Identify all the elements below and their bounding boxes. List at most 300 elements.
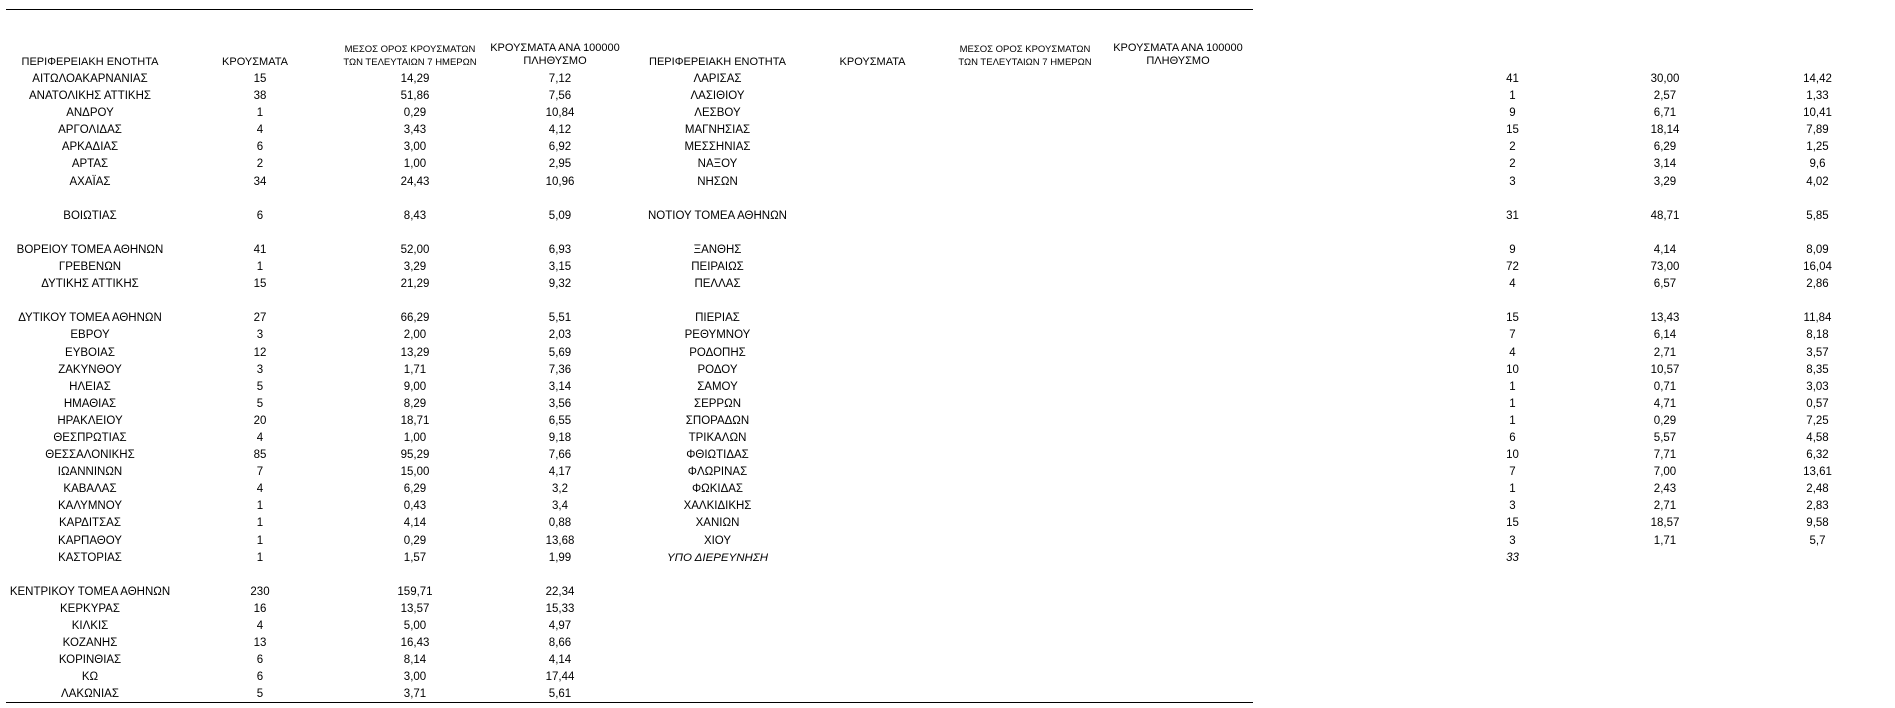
row-spacer [640, 225, 1255, 242]
header-per100k-right-line1: ΚΡΟΥΣΜΑΤΑ ΑΝΑ 100000 [1113, 42, 1243, 54]
per100k-cell: 3,2 [552, 483, 568, 496]
table-row [640, 310, 1832, 327]
avg-cell: 13,43 [1650, 312, 1680, 325]
per100k-cell: 5,09 [548, 209, 572, 222]
cases-cell: 15 [253, 73, 267, 85]
per100k-cell: 4,14 [548, 654, 572, 667]
header-avg-right-line2: ΤΩΝ ΤΕΛΕΥΤΑΙΩΝ 7 ΗΜΕΡΩΝ [958, 57, 1092, 68]
avg-cell: 9,00 [403, 380, 427, 393]
cases-cell: 1 [1509, 90, 1516, 103]
cases-cell: 6 [256, 671, 264, 684]
region-cell: ΑΧΑΪΑΣ [69, 175, 111, 188]
under-investigation-label: ΥΠΟ ΔΙΕΡΕΥΝΗΣΗ [666, 551, 769, 564]
per100k-cell: 9,18 [548, 431, 572, 444]
per100k-cell: 3,03 [1806, 380, 1829, 393]
per100k-cell: 7,89 [1806, 124, 1829, 137]
per100k-cell: 8,35 [1806, 363, 1829, 376]
per100k-cell: 8,09 [1806, 243, 1829, 256]
header-per100k-left-line1: ΚΡΟΥΣΜΑΤΑ ΑΝΑ 100000 [490, 42, 620, 54]
avg-cell: 14,29 [400, 73, 430, 85]
cases-cell: 3 [256, 329, 264, 342]
table-row [640, 259, 1832, 276]
cases-cell: 6 [256, 209, 264, 222]
avg-cell: 4,14 [1653, 243, 1677, 256]
cases-cell: 6 [256, 654, 264, 667]
cases-cell: 1 [256, 551, 264, 564]
per100k-cell: 14,42 [1803, 73, 1832, 85]
avg-cell: 8,29 [403, 397, 427, 410]
table-row [640, 498, 1829, 515]
per100k-cell: 10,96 [545, 175, 575, 188]
avg-cell: 1,71 [1653, 534, 1677, 547]
region-cell: ΗΜΑΘΙΑΣ [63, 397, 117, 410]
cases-cell: 85 [253, 449, 267, 462]
avg-cell: 3,71 [403, 688, 427, 701]
region-cell: ΡΕΘΥΜΝΟΥ [684, 329, 751, 342]
avg-cell: 4,14 [403, 517, 427, 530]
cases-cell: 7 [1509, 466, 1516, 479]
region-cell: ΚΑΛΥΜΝΟΥ [58, 500, 122, 513]
per100k-cell: 3,14 [548, 380, 572, 393]
cases-cell: 4 [1509, 278, 1516, 291]
avg-cell: 4,71 [1653, 397, 1677, 410]
header-avg-right-line1: ΜΕΣΟΣ ΟΡΟΣ ΚΡΟΥΣΜΑΤΩΝ [959, 44, 1091, 55]
per100k-cell: 7,66 [548, 449, 572, 462]
table-row [5, 515, 640, 532]
per100k-cell: 0,57 [1806, 397, 1829, 410]
avg-cell: 3,29 [1653, 175, 1677, 188]
region-cell: ΚΕΝΤΡΙΚΟΥ ΤΟΜΕΑ ΑΘΗΝΩΝ [9, 585, 171, 598]
cases-cell: 4 [256, 431, 264, 444]
cases-cell: 230 [250, 585, 270, 598]
per100k-cell: 2,86 [1806, 278, 1829, 291]
cases-cell: 5 [256, 688, 264, 701]
per100k-cell: 15,33 [545, 602, 575, 615]
cases-cell: 12 [253, 346, 267, 359]
table-row [5, 345, 640, 362]
per100k-cell: 17,44 [545, 671, 575, 684]
cases-cell: 1 [1509, 380, 1516, 393]
region-cell: ΑΡΓΟΛΙΔΑΣ [58, 124, 122, 137]
region-cell: ΚΑΒΑΛΑΣ [63, 483, 117, 496]
table-row [5, 242, 640, 259]
per100k-cell: 2,83 [1806, 500, 1829, 513]
table-row [5, 481, 640, 498]
per100k-cell: 6,93 [548, 243, 572, 256]
avg-cell: 1,57 [403, 551, 427, 564]
table-row [5, 362, 640, 379]
per100k-cell: 3,56 [548, 397, 572, 410]
table-row [5, 618, 640, 635]
avg-cell: 0,71 [1653, 380, 1677, 393]
avg-cell: 5,00 [403, 620, 427, 632]
table-row [5, 276, 640, 293]
region-cell: ΚΑΡΔΙΤΣΑΣ [59, 517, 121, 530]
avg-cell: 51,86 [400, 90, 430, 103]
cases-cell: 34 [253, 175, 267, 188]
avg-cell: 3,29 [403, 261, 427, 274]
per100k-cell: 4,58 [1806, 431, 1829, 444]
cases-cell: 3 [1509, 534, 1516, 547]
avg-cell: 0,29 [1653, 414, 1677, 427]
region-cell: ΒΟΙΩΤΙΑΣ [63, 209, 117, 222]
right-table [640, 71, 1832, 567]
region-cell: ΧΑΛΚΙΔΙΚΗΣ [683, 500, 752, 513]
avg-cell: 10,57 [1650, 363, 1680, 376]
per100k-cell: 3,4 [552, 500, 568, 513]
cases-cell: 15 [253, 278, 267, 291]
table-row [5, 550, 640, 567]
table-row [640, 345, 1829, 362]
per100k-cell: 5,69 [548, 346, 572, 359]
left-table [5, 71, 640, 703]
region-cell: ΝΟΤΙΟΥ ΤΟΜΕΑ ΑΘΗΝΩΝ [648, 209, 787, 222]
region-cell: ΠΕΙΡΑΙΩΣ [691, 261, 744, 274]
header-avg-right [945, 43, 1105, 69]
cases-cell: 15 [1506, 517, 1519, 530]
region-cell: ΚΩ [81, 671, 99, 684]
avg-cell: 1,71 [403, 363, 427, 376]
table-row [640, 208, 1829, 225]
table-row [640, 464, 1832, 481]
bottom-rule [6, 702, 1253, 703]
avg-cell: 48,71 [1650, 209, 1680, 222]
per100k-cell: 10,84 [545, 107, 575, 120]
region-cell: ΠΕΛΛΑΣ [694, 278, 741, 291]
header-per100k-left-line2: ΠΛΗΘΥΣΜΟ [523, 55, 587, 67]
table-row [5, 208, 640, 225]
cases-cell: 16 [253, 602, 267, 615]
cases-cell: 13 [253, 637, 267, 650]
table-row [640, 139, 1829, 156]
region-cell: ΚΕΡΚΥΡΑΣ [60, 602, 120, 615]
region-cell: ΑΝΑΤΟΛΙΚΗΣ ΑΤΤΙΚΗΣ [28, 90, 151, 103]
cases-cell: 41 [253, 243, 267, 256]
per100k-cell: 4,17 [548, 466, 572, 479]
row-spacer [640, 293, 1255, 310]
region-cell: ΚΑΡΠΑΘΟΥ [58, 534, 122, 547]
region-cell: ΡΟΔΟΥ [697, 363, 738, 376]
table-row [640, 362, 1829, 379]
avg-cell: 159,71 [397, 585, 433, 598]
cases-cell: 2 [1509, 141, 1516, 154]
row-spacer [5, 191, 640, 208]
per100k-cell: 13,68 [545, 534, 575, 547]
cases-cell: 10 [1506, 363, 1519, 376]
cases-cell: 1 [256, 534, 264, 547]
cases-cell: 7 [256, 466, 264, 479]
avg-cell: 24,43 [400, 175, 430, 188]
table-row [5, 174, 640, 191]
avg-cell: 2,71 [1653, 346, 1677, 359]
table-row [640, 156, 1826, 173]
region-cell: ΛΑΣΙΘΙΟΥ [690, 90, 745, 103]
cases-cell: 6 [1509, 431, 1516, 444]
per100k-cell: 2,95 [548, 158, 572, 171]
cases-cell: 10 [1506, 449, 1519, 462]
region-cell: ΘΕΣΣΑΛΟΝΙΚΗΣ [45, 449, 135, 462]
header-per100k-right [1098, 42, 1258, 68]
cases-cell: 7 [1509, 329, 1516, 342]
cases-cell: 1 [256, 261, 264, 274]
header-avg-left-line2: ΤΩΝ ΤΕΛΕΥΤΑΙΩΝ 7 ΗΜΕΡΩΝ [343, 57, 477, 68]
table-row [640, 276, 1829, 293]
table-row [5, 88, 640, 105]
region-cell: ΡΟΔΟΠΗΣ [689, 346, 746, 359]
per100k-cell: 11,84 [1803, 312, 1832, 325]
header-avg-left-line1: ΜΕΣΟΣ ΟΡΟΣ ΚΡΟΥΣΜΑΤΩΝ [344, 44, 476, 55]
region-cell: ΖΑΚΥΝΘΟΥ [58, 363, 122, 376]
header-region-right: ΠΕΡΙΦΕΡΕΙΑΚΗ ΕΝΟΤΗΤΑ [649, 56, 786, 68]
avg-cell: 7,00 [1653, 466, 1677, 479]
avg-cell: 1,00 [403, 431, 427, 444]
per100k-cell: 16,04 [1803, 261, 1832, 274]
region-cell: ΝΑΞΟΥ [697, 158, 738, 171]
table-row [5, 464, 640, 481]
per100k-cell: 1,25 [1806, 141, 1829, 154]
cases-cell: 9 [1509, 243, 1516, 256]
region-cell: ΚΟΖΑΝΗΣ [62, 637, 118, 650]
cases-cell: 31 [1506, 209, 1519, 222]
per100k-cell: 9,32 [548, 278, 572, 291]
table-row [640, 88, 1829, 105]
region-cell: ΛΑΚΩΝΙΑΣ [61, 688, 119, 701]
region-cell: ΑΙΤΩΛΟΑΚΑΡΝΑΝΙΑΣ [32, 73, 148, 85]
table-row [5, 601, 640, 618]
cases-cell: 2 [1509, 158, 1516, 171]
header-cases-right: ΚΡΟΥΣΜΑΤΑ [839, 56, 906, 68]
avg-cell: 6,29 [403, 483, 427, 496]
avg-cell: 73,00 [1650, 261, 1680, 274]
cases-cell: 27 [253, 312, 267, 325]
table-row [5, 71, 640, 88]
table-row [640, 242, 1829, 259]
per100k-cell: 9,6 [1809, 158, 1826, 171]
region-cell: ΚΟΡΙΝΘΙΑΣ [58, 654, 122, 667]
table-row [5, 379, 640, 396]
avg-cell: 8,43 [403, 209, 427, 222]
table-row [640, 174, 1829, 191]
per100k-cell: 3,57 [1806, 346, 1829, 359]
table-row [5, 122, 640, 139]
per100k-cell: 7,12 [548, 73, 572, 85]
cases-cell: 1 [256, 107, 264, 120]
region-cell: ΞΑΝΘΗΣ [693, 243, 742, 256]
avg-cell: 13,57 [400, 602, 430, 615]
region-cell: ΛΕΣΒΟΥ [694, 107, 741, 120]
cases-cell: 20 [253, 414, 267, 427]
row-spacer [640, 191, 1255, 208]
table-row [5, 413, 640, 430]
per100k-cell: 6,55 [548, 414, 572, 427]
per100k-cell: 7,25 [1806, 414, 1829, 427]
table-row [5, 327, 640, 344]
avg-cell: 6,57 [1653, 278, 1677, 291]
region-cell: ΗΛΕΙΑΣ [69, 380, 111, 393]
cases-cell: 38 [253, 90, 267, 103]
region-cell: ΕΥΒΟΙΑΣ [65, 346, 115, 359]
table-row [5, 533, 640, 550]
cases-cell: 1 [1509, 483, 1516, 496]
table-row [640, 533, 1826, 550]
per100k-cell: 4,97 [548, 620, 572, 632]
table-row [5, 686, 640, 703]
avg-cell: 2,00 [403, 329, 427, 342]
avg-cell: 66,29 [400, 312, 430, 325]
avg-cell: 3,00 [403, 141, 427, 154]
avg-cell: 3,43 [403, 124, 427, 137]
per100k-cell: 9,58 [1806, 517, 1829, 530]
avg-cell: 2,57 [1653, 90, 1677, 103]
cases-cell: 4 [256, 483, 264, 496]
per100k-cell: 10,41 [1803, 107, 1832, 120]
region-cell: ΚΑΣΤΟΡΙΑΣ [58, 551, 122, 564]
header-per100k-right-line2: ΠΛΗΘΥΣΜΟ [1146, 55, 1210, 67]
table-row [5, 105, 640, 122]
cases-cell: 5 [256, 397, 264, 410]
row-spacer [5, 225, 640, 242]
under-investigation-row [640, 550, 1519, 567]
per100k-cell: 8,66 [548, 637, 572, 650]
avg-cell: 5,57 [1653, 431, 1677, 444]
table-row [640, 413, 1829, 430]
cases-cell: 15 [1506, 124, 1519, 137]
region-cell: ΔΥΤΙΚΟΥ ΤΟΜΕΑ ΑΘΗΝΩΝ [18, 312, 162, 325]
cases-cell: 1 [1509, 414, 1516, 427]
region-cell: ΠΙΕΡΙΑΣ [695, 312, 740, 325]
region-cell: ΛΑΡΙΣΑΣ [693, 73, 742, 85]
table-row [640, 379, 1829, 396]
avg-cell: 0,29 [403, 534, 427, 547]
avg-cell: 18,71 [400, 414, 430, 427]
per100k-cell: 13,61 [1803, 466, 1832, 479]
per100k-cell: 5,85 [1806, 209, 1829, 222]
table-row [5, 430, 640, 447]
cases-cell: 4 [256, 620, 264, 632]
table-row [640, 396, 1829, 413]
row-spacer [5, 293, 640, 310]
avg-cell: 8,14 [403, 654, 427, 667]
cases-cell: 3 [1509, 500, 1516, 513]
cases-cell: 1 [256, 517, 264, 530]
header-cases-left: ΚΡΟΥΣΜΑΤΑ [222, 56, 288, 68]
region-cell: ΓΡΕΒΕΝΩΝ [58, 261, 122, 274]
avg-cell: 3,14 [1653, 158, 1677, 171]
avg-cell: 30,00 [1650, 73, 1680, 85]
avg-cell: 18,14 [1650, 124, 1680, 137]
per100k-cell: 5,51 [548, 312, 572, 325]
table-row [640, 122, 1829, 139]
cases-cell: 72 [1506, 261, 1519, 274]
cases-cell: 15 [1506, 312, 1519, 325]
table-row [5, 584, 640, 601]
avg-cell: 52,00 [400, 243, 430, 256]
avg-cell: 15,00 [400, 466, 430, 479]
cases-cell: 3 [256, 363, 264, 376]
cases-cell: 6 [256, 141, 264, 154]
cases-cell: 4 [1509, 346, 1516, 359]
table-row [5, 652, 640, 669]
region-cell: ΑΝΔΡΟΥ [66, 107, 114, 120]
per100k-cell: 2,03 [548, 329, 572, 342]
header-avg-left [330, 43, 490, 69]
region-cell: ΑΡΤΑΣ [71, 158, 109, 171]
table-row [5, 396, 640, 413]
table-row [640, 515, 1829, 532]
per100k-cell: 22,34 [545, 585, 575, 598]
per100k-cell: 5,61 [548, 688, 572, 701]
row-spacer [5, 567, 640, 584]
cases-cell: 1 [1509, 397, 1516, 410]
region-cell: ΚΙΛΚΙΣ [71, 620, 109, 632]
avg-cell: 6,71 [1653, 107, 1677, 120]
avg-cell: 95,29 [400, 449, 430, 462]
region-cell: ΝΗΣΩΝ [697, 175, 738, 188]
avg-cell: 2,71 [1653, 500, 1677, 513]
avg-cell: 2,43 [1653, 483, 1677, 496]
avg-cell: 0,29 [403, 107, 427, 120]
table-row [5, 259, 640, 276]
cases-cell: 9 [1509, 107, 1516, 120]
table-row [5, 635, 640, 652]
cases-cell: 2 [256, 158, 264, 171]
table-row [5, 310, 640, 327]
table-row [5, 447, 640, 464]
cases-cell: 3 [1509, 175, 1516, 188]
per100k-cell: 4,12 [548, 124, 572, 137]
per100k-cell: 0,88 [548, 517, 572, 530]
per100k-cell: 2,48 [1806, 483, 1829, 496]
cases-cell: 41 [1506, 73, 1519, 85]
avg-cell: 18,57 [1650, 517, 1680, 530]
table-row [640, 105, 1832, 122]
per100k-cell: 1,99 [548, 551, 572, 564]
region-cell: ΜΕΣΣΗΝΙΑΣ [684, 141, 751, 154]
header-per100k-left [475, 42, 635, 68]
region-cell: ΙΩΑΝΝΙΝΩΝ [57, 466, 123, 479]
cases-cell: 5 [256, 380, 264, 393]
table-row [640, 327, 1829, 344]
avg-cell: 21,29 [400, 278, 430, 291]
table-row [5, 669, 640, 686]
region-cell: ΣΠΟΡΑΔΩΝ [685, 414, 750, 427]
table-row [5, 498, 640, 515]
avg-cell: 6,14 [1653, 329, 1677, 342]
cases-cell: 1 [256, 500, 264, 513]
cases-cell: 4 [256, 124, 264, 137]
region-cell: ΧΑΝΙΩΝ [695, 517, 740, 530]
header-region-left: ΠΕΡΙΦΕΡΕΙΑΚΗ ΕΝΟΤΗΤΑ [21, 56, 159, 68]
region-cell: ΦΩΚΙΔΑΣ [691, 483, 744, 496]
table-row [640, 430, 1829, 447]
avg-cell: 6,29 [1653, 141, 1677, 154]
table-row [640, 71, 1832, 88]
per100k-cell: 1,33 [1806, 90, 1829, 103]
region-cell: ΔΥΤΙΚΗΣ ΑΤΤΙΚΗΣ [41, 278, 139, 291]
avg-cell: 13,29 [400, 346, 430, 359]
avg-cell: 7,71 [1653, 449, 1677, 462]
avg-cell: 16,43 [400, 637, 430, 650]
per100k-cell: 6,92 [548, 141, 572, 154]
per100k-cell: 5,7 [1809, 534, 1826, 547]
avg-cell: 3,00 [403, 671, 427, 684]
region-cell: ΤΡΙΚΑΛΩΝ [688, 431, 747, 444]
table-row [5, 139, 640, 156]
region-cell: ΧΙΟΥ [703, 534, 732, 547]
region-cell: ΕΒΡΟΥ [70, 329, 110, 342]
avg-cell: 1,00 [403, 158, 427, 171]
region-cell: ΣΕΡΡΩΝ [693, 397, 742, 410]
